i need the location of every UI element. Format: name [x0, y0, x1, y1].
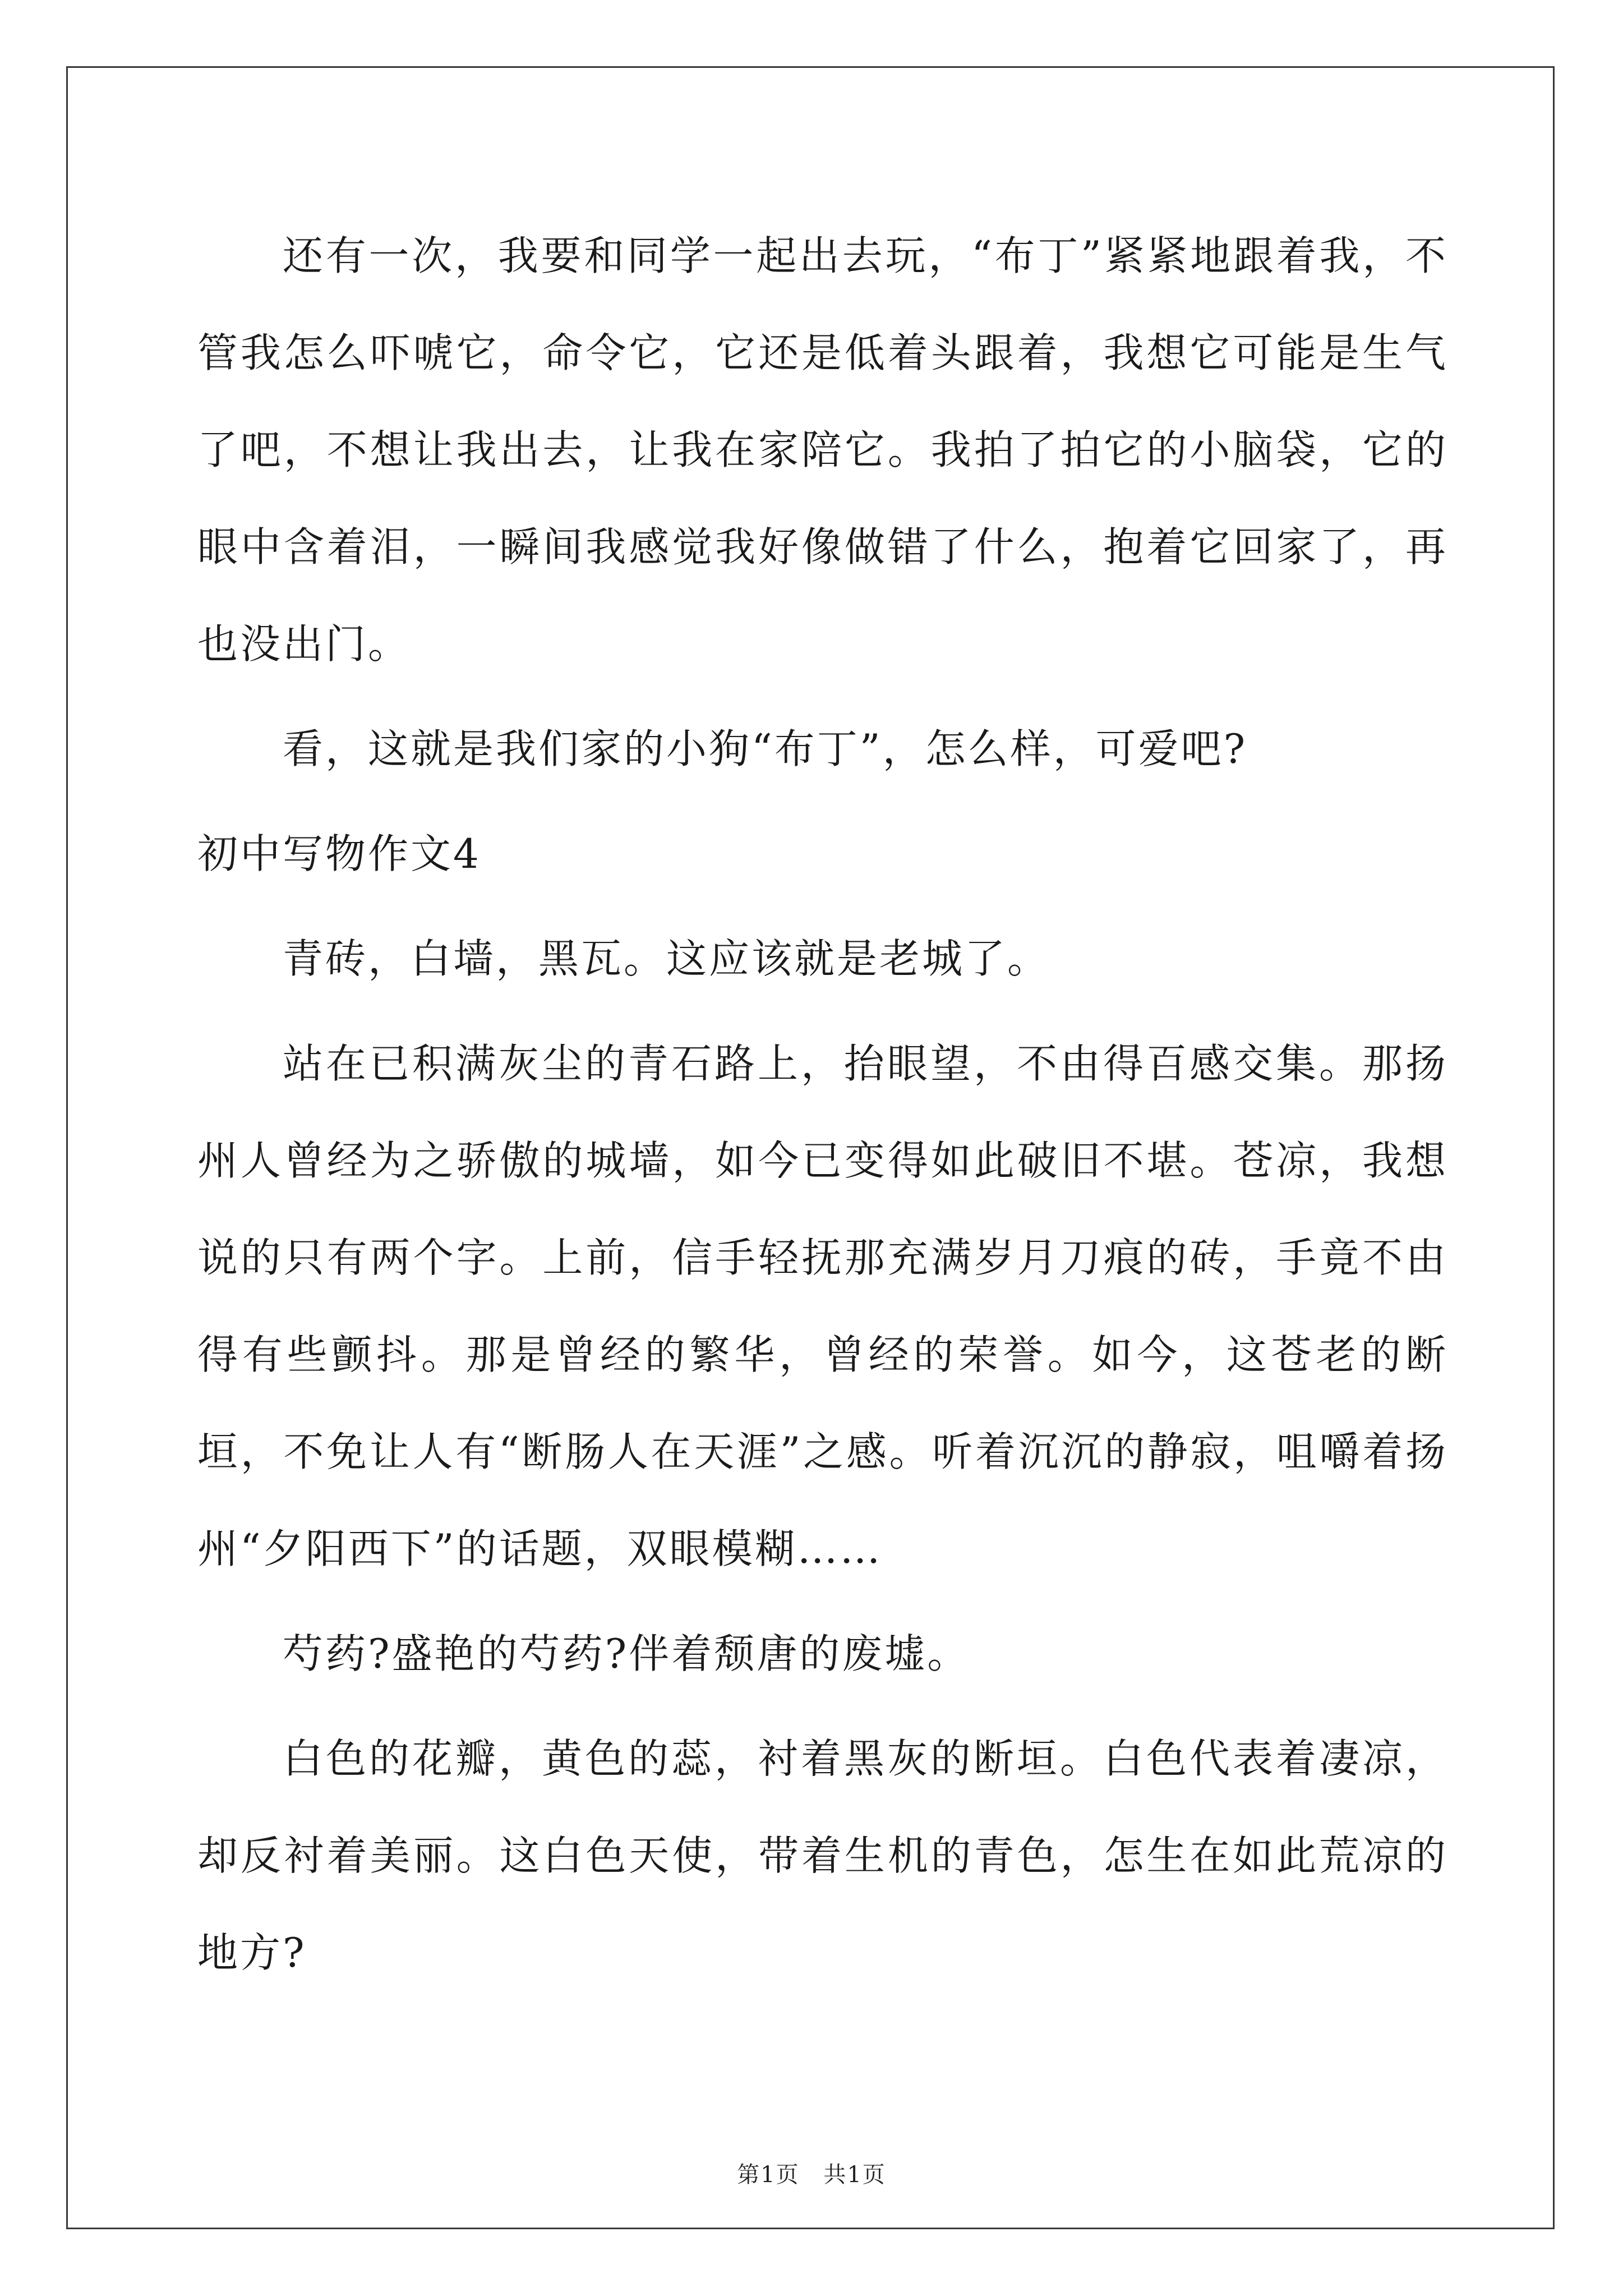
paragraph: 看，这就是我们家的小狗“布丁”，怎么样，可爱吧? — [283, 725, 1248, 772]
page-total: 共1页 — [823, 2162, 886, 2188]
paragraph: 青砖，白墙，黑瓦。这应该就是老城了。 — [283, 935, 1050, 982]
paragraph: 白色的花瓣，黄色的蕊，衬着黑灰的断垣。白色代表着凄凉，却反衬着美丽。这白色天使，带着生机的青色，怎生在如此荒凉的地方? — [197, 1735, 1448, 1976]
paragraph: 站在已积满灰尘的青石路上，抬眼望，不由得百感交集。那扬州人曾经为之骄傲的城墙，如今已变得如此破旧不堪。苍凉，我想说的只有两个字。上前，信手轻抚那充满岁月刀痕的砖，手竟不由得有些颤抖。那是曾经的繁华，曾经的荣誉。如今，这苍老的断垣，不免让人有“断肠人在天涯”之感。听着沉沉的静寂，咀嚼着扬州“夕阳西下”的话题，双眼模糊…… — [197, 1040, 1448, 1572]
paragraph: 还有一次，我要和同学一起出去玩，“布丁”紧紧地跟着我，不管我怎么吓唬它，命令它，它还是低着头跟着，我想它可能是生气了吧，不想让我出去，让我在家陪它。我拍了拍它的小脑袋，它的眼中含着泪，一瞬间我感觉我好像做错了什么，抱着它回家了，再也没出门。 — [197, 232, 1448, 668]
section-title: 初中写物作文4 — [197, 830, 481, 877]
paragraph: 芍药?盛艳的芍药?伴着颓唐的废墟。 — [283, 1630, 970, 1677]
page-number: 第1页 — [737, 2162, 800, 2188]
document-body — [197, 208, 1448, 2009]
page-footer — [0, 2157, 1623, 2189]
